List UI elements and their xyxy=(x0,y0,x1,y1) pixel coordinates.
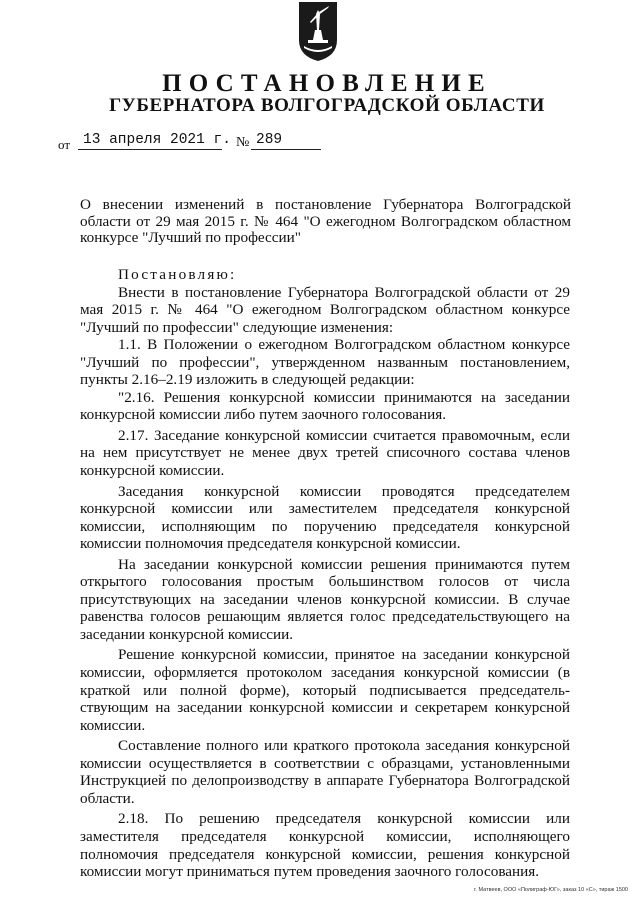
subject-text: О внесении изменений в постановление Губернатора Волгоградской области от 29 мая 2015 г. № 464 "О ежегодном Волгоградском областном конкурсе "Лучший по профессии" xyxy=(80,196,571,247)
body-paragraph: На заседании конкурсной комиссии решения принимаются путем открытого голосования простым большинством голосов от числа присутствующих на заседании членов конкурсной комиссии. В случае равенства голосов решающим является голос председательствующего на заседании конкурсной комиссии. xyxy=(80,555,570,643)
document-type-title: ПОСТАНОВЛЕНИЕ xyxy=(162,70,492,97)
body-paragraph: 2.17. Заседание конкурсной комиссии считается правомочным, если на нем присутствует не менее двух третей списочного состава членов конкурсной комиссии. xyxy=(80,426,570,480)
document-subject xyxy=(80,197,571,247)
issuer-subtitle: ГУБЕРНАТОРА ВОЛГОГРАДСКОЙ ОБЛАСТИ xyxy=(109,95,545,116)
printing-imprint: г. Матвеев, ООО «Полиграф-ЮГ», заказ 10 «С», тираж 1500 xyxy=(474,887,628,893)
number-label: № xyxy=(236,135,250,150)
date-number-line xyxy=(58,130,328,154)
body-paragraph: 2.18. По решению председателя конкурсной комиссии или заместителя председателя конкурсной комиссии, исполняющего полномочия председателя конкурсной комиссии, решения конкурсной комиссии могут приниматься путем проведения заочного голосования. xyxy=(80,810,570,881)
body-paragraph: Составление полного или краткого протокола заседания конкурсной комиссии осуществляется в соответствии с образцами, установленными Инструкцией по делопроизводству в аппарате Губернатора Волгоградской области. xyxy=(80,737,570,807)
date-underline xyxy=(78,149,222,150)
body-paragraph: Внести в постановление Губернатора Волгоградской области от 29 мая 2015 г. № 464 "О ежегодном Волгоградском областном конкурсе "Лучший по профессии" следующие изменения: xyxy=(80,283,570,336)
document-number: 289 xyxy=(256,132,283,148)
document-date: 13 апреля 2021 г. xyxy=(83,132,231,148)
from-label: от xyxy=(58,137,71,152)
body-paragraph: Решение конкурсной комиссии, принятое на заседании конкурсной комиссии, оформляется протоколом заседания конкурсной комиссии (в краткой или полной форме), который подписывается председательствующим на заседании конкурсной комиссии и секретарем конкурсной комиссии. xyxy=(80,646,570,734)
coat-of-arms-emblem xyxy=(296,0,340,62)
body-paragraph: 1.1. В Положении о ежегодном Волгоградском областном конкурсе "Лучший по профессии", утвержденном названным постановлением, пункты 2.16–2.19 изложить в следующей редакции: xyxy=(80,336,570,389)
body-paragraph: "2.16. Решения конкурсной комиссии принимаются на заседании конкурсной комиссии либо путем заочного голосования. xyxy=(80,388,570,424)
number-underline xyxy=(251,149,321,150)
body-paragraph: Заседания конкурсной комиссии проводятся председателем конкурсной комиссии или заместителем председателя конкурсной комиссии, исполняющим по поручению председателя конкурсной комиссии полномочия председателя конкурсной комиссии. xyxy=(80,482,570,553)
decree-word: Постановляю: xyxy=(118,266,237,283)
document-body xyxy=(80,266,570,881)
